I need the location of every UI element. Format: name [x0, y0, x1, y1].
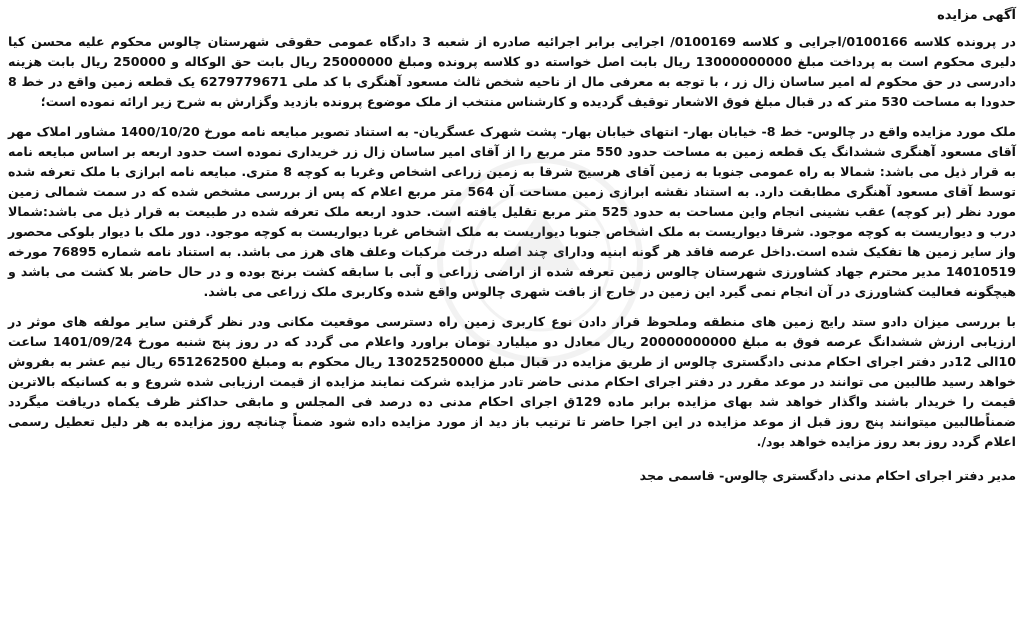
signature-line: مدیر دفتر اجرای احکام مدنی دادگستری چالوس- قاسمی مجد [639, 468, 1016, 483]
notice-title: آگهی مزایده [937, 8, 1016, 23]
paragraph-case-details: در پرونده کلاسه 0100166/اجرایی و کلاسه 0100169/ اجرایی برابر اجرائیه صادره از شعبه 3 دادگاه عمومی حقوقی شهرستان چالوس محکوم علیه محسن کیا دلیری محکوم است به پرداخت مبلغ 13000000000 ریال بابت اصل خواسته دو کلاسه پرونده ومبلغ 25000000 ریال بابت حق الوکاله و 250000 ریال بابت هزینه دادرسی در حق محکوم له امیر ساسان زال زر ، با توجه به معرفی مال از ناحیه شخص ثالث مسعود آهنگری با کد ملی 6279779671 یک قطعه زمین واقع در خط 8 حدودا به مساحت 530 متر که در قبال مبلغ فوق الاشعار توقیف گردیده و کارشناس منتخب از ملک موضوع پرونده بازدید وگزارش به شرح زیر ارائه نموده است؛ [8, 34, 1016, 109]
paragraph-auction-terms: با بررسی میزان دادو ستد رایج زمین های منطقه وملحوظ قرار دادن نوع کاربری زمین راه دسترسی موقعیت مکانی ودر نظر گرفتن سایر مولفه های موثر در ارزیابی ارزش ششدانگ عرصه فوق به مبلغ 20000000000 ریال معادل دو میلیارد تومان براورد واعلام می گردد که در روز پنج شنبه مورخ 1401/09/24 ساعت 10الی 12در دفتر اجرای احکام مدنی دادگستری چالوس از طریق مزایده در قبال مبلغ 13025250000 ریال محکوم به ومبلغ 651262500 ریال نیم عشر به بفروش خواهد رسید طالبین می توانند در موعد مقرر در دفتر اجرای احکام مدنی حاضر تادر مزایده شرکت نمایند مزایده از قیمت ارزیابی شده شروع و به کسانیکه بالاترین قیمت را خریدار باشند واگذار خواهد شد بهای مزایده برابر ماده 129ق اجرای احکام مدنی ده درصد فی المجلس و مابقی حداکثر ظرف یکماه دریافت میگردد ضمناًطالبین میتوانند پنج روز قبل از موعد مزایده در این اجرا حاضر تا ترتیب باز دید از مورد مزایده داده شود ضمناً چنانچه روز مزایده به هر دلیل تعطیل رسمی اعلام گردد روز بعد روز مزایده خواهد بود/. [8, 314, 1017, 449]
paragraph-property-description: ملک مورد مزایده واقع در چالوس- خط 8- خیابان بهار- انتهای خیابان بهار- پشت شهرک عسگریان- به استناد تصویر مبایعه نامه مورخ 1400/10/20 مشاور املاک مهر آقای مسعود آهنگری ششدانگ یک قطعه زمین به مساحت حدود 550 متر مربع را از آقای امیر ساسان زال زر خریداری نموده است حدود اربعه بر اساس مبایعه نامه به قرار ذیل می باشد: شمالا به راه عمومی جنوبا به زمین آقای هرسیج شرقا به زمین زراعی اشخاص وغربا به کوچه 8 متری. مبایعه نامه ابرازی با ملک تعرفه شده توسط آقای مسعود آهنگری مطابقت دارد. به استناد نقشه ابرازی زمین مساحت آن 564 متر مربع اعلام که پس از بررسی مشخص شده که در سمت شمالی زمین مورد نظر (بر کوچه) عقب نشینی انجام واین مساحت به حدود 525 متر مربع تقلیل یافته است. حدود اربعه ملک تعرفه شده در طبیعت به قرار ذیل می باشد:شمالا درب و دیواریست به کوچه موجود. شرقا دیواریست به ملک اشخاص جنوبا دیواریست به ملک اشخاص غربا دیواریست به کوچه موجود. دور ملک با دیوار بلوکی محصور واز سایر زمین ها تفکیک شده است.داخل عرصه فاقد هر گونه ابنیه ودارای چند اصله درخت مرکبات وعلف های هرز می باشد. به استناد نامه شماره 76895 مورخه 14010519 مدیر محترم جهاد کشاورزی شهرستان چالوس زمین تعرفه شده از اراضی زراعی و آبی با سابقه کشت برنج بوده و در حال حاضر بلا کشت می باشد و هیچگونه فعالیت کشاورزی در آن انجام نمی گیرد این زمین در خارج از بافت شهری چالوس واقع شده وکاربری ملک زراعی می باشد. [8, 124, 1017, 299]
auction-notice [8, 6, 1016, 638]
